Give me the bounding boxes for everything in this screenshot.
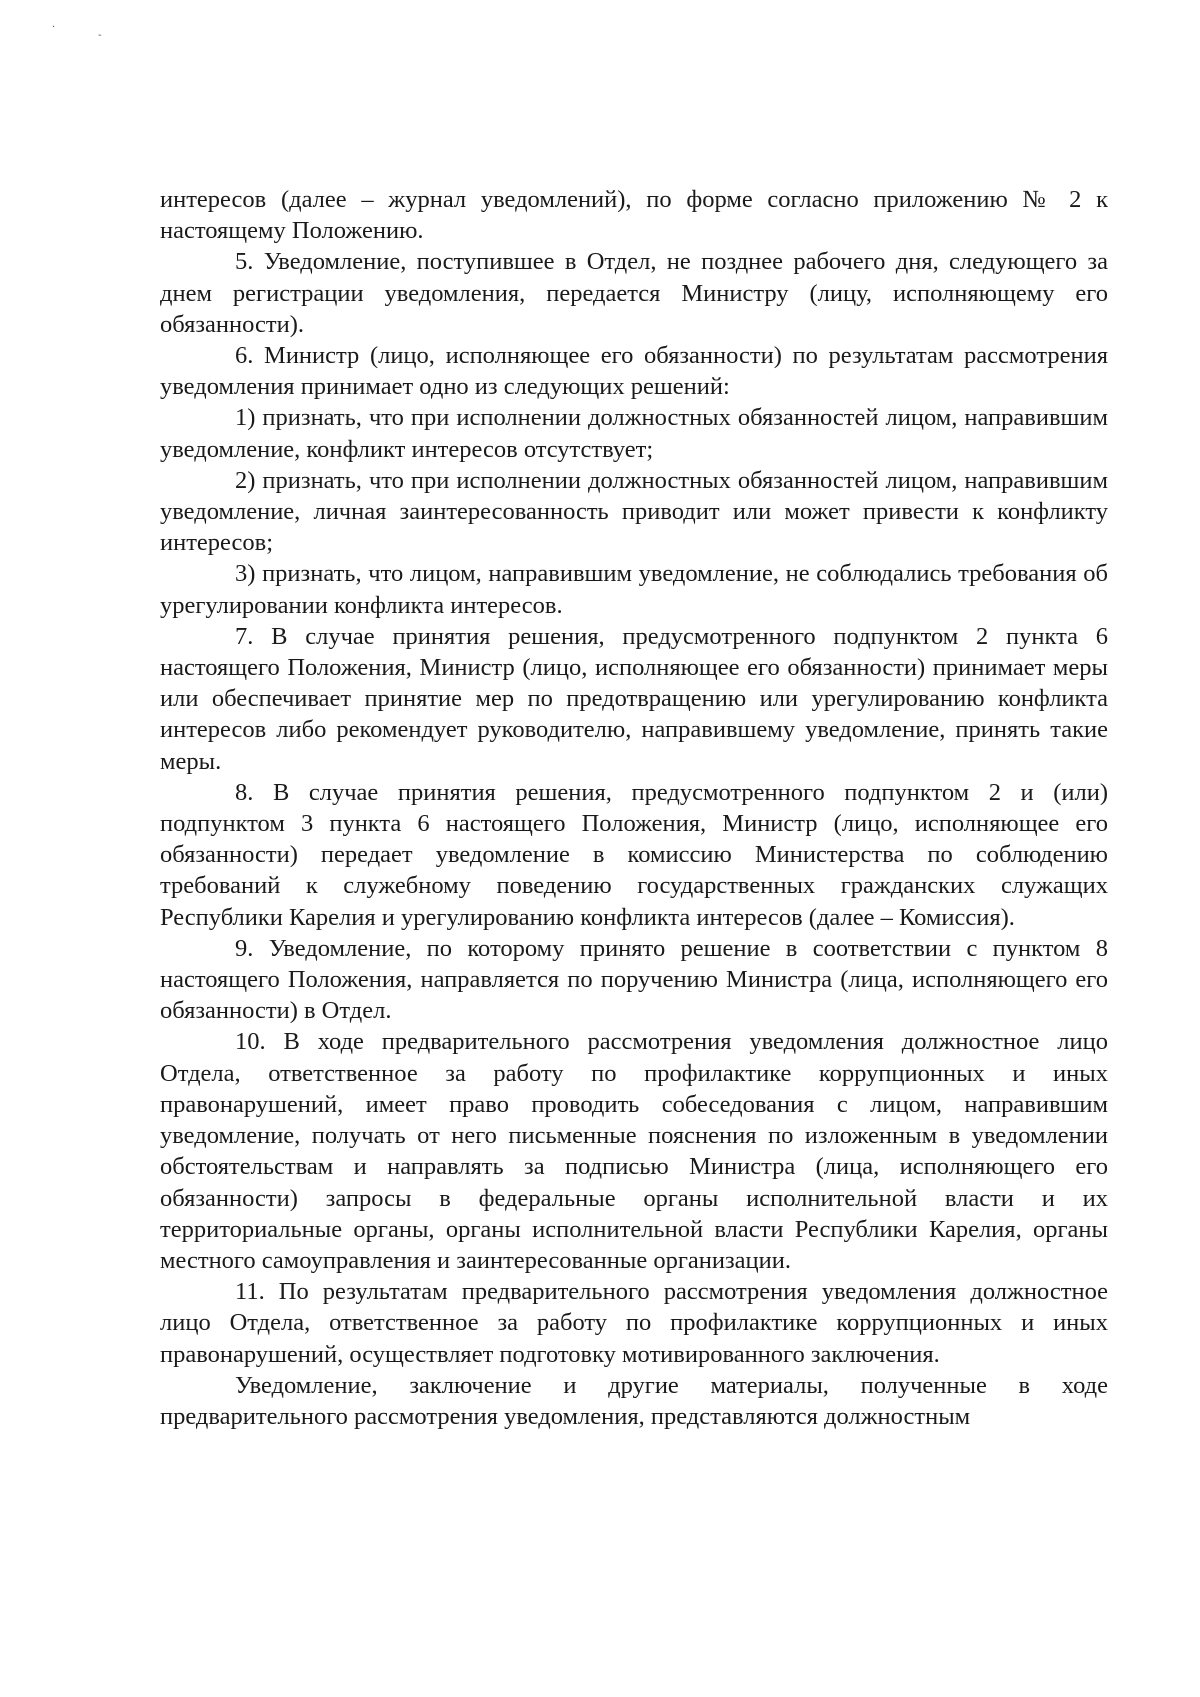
subparagraph-6-2: 2) признать, что при исполнении должностных обязанностей лицом, направившим уведомление, личная заинтересованность приводит или может привести к конфликту интересов; [160,466,1108,557]
subparagraph-6-1: 1) признать, что при исполнении должностных обязанностей лицом, направившим уведомление, конфликт интересов отсутствует; [160,404,1108,463]
paragraph-5: 5. Уведомление, поступившее в Отдел, не позднее рабочего дня, следующего за днем регистрации уведомления, передается Министру (лицу, исполняющему его обязанности). [160,248,1108,338]
paragraph-11: 11. По результатам предварительного рассмотрения уведомления должностное лицо Отдела, ответственное за работу по профилактике коррупционных и иных правонарушений, осуществляет подготовку мотивированного заключения. [160,1278,1108,1368]
paragraph-8: 8. В случае принятия решения, предусмотренного подпунктом 2 и (или) подпунктом 3 пункта 6 настоящего Положения, Министр (лицо, исполняющее его обязанности) передает уведомление в комиссию Министерства по соблюдению требований к служебному поведению государственных гражданских служащих Республики Карелия и урегулированию конфликта интересов (далее – Комиссия). [160,778,1108,931]
paragraph-10: 10. В ходе предварительного рассмотрения уведомления должностное лицо Отдела, ответственное за работу по профилактике коррупционных и иных правонарушений, имеет право проводить собеседования с лицом, направившим уведомление, получать от него письменные пояснения по изложенным в уведомлении обстоятельствам и направлять за подписью Министра (лица, исполняющего его обязанности) запросы в федеральные органы исполнительной власти и их территориальные органы, органы исполнительной власти Республики Карелия, органы местного самоуправления и заинтересованные организации. [160,1028,1108,1274]
document-page [160,184,1108,1432]
paragraph-6: 6. Министр (лицо, исполняющее его обязанности) по результатам рассмотрения уведомления принимает одно из следующих решений: [160,342,1108,401]
paragraph-continuation: интересов (далее – журнал уведомлений), по форме согласно приложению № 2 к настоящему Положению. [160,186,1108,245]
paragraph-11-continuation: Уведомление, заключение и другие материалы, полученные в ходе предварительного рассмотрения уведомления, представляются должностным [160,1371,1108,1430]
scan-mark-top-left: · [52,22,56,33]
paragraph-7: 7. В случае принятия решения, предусмотренного подпунктом 2 пункта 6 настоящего Положения, Министр (лицо, исполняющее его обязанности) принимает меры или обеспечивает принятие мер по предотвращению или урегулированию конфликта интересов либо рекомендует руководителю, направившему уведомление, принять такие меры. [160,622,1108,775]
paragraph-9: 9. Уведомление, по которому принято решение в соответствии с пунктом 8 настоящего Положения, направляется по поручению Министра (лица, исполняющего его обязанности) в Отдел. [160,934,1108,1025]
scan-mark-top: - [98,30,102,41]
subparagraph-6-3: 3) признать, что лицом, направившим уведомление, не соблюдались требования об урегулировании конфликта интересов. [160,560,1108,619]
